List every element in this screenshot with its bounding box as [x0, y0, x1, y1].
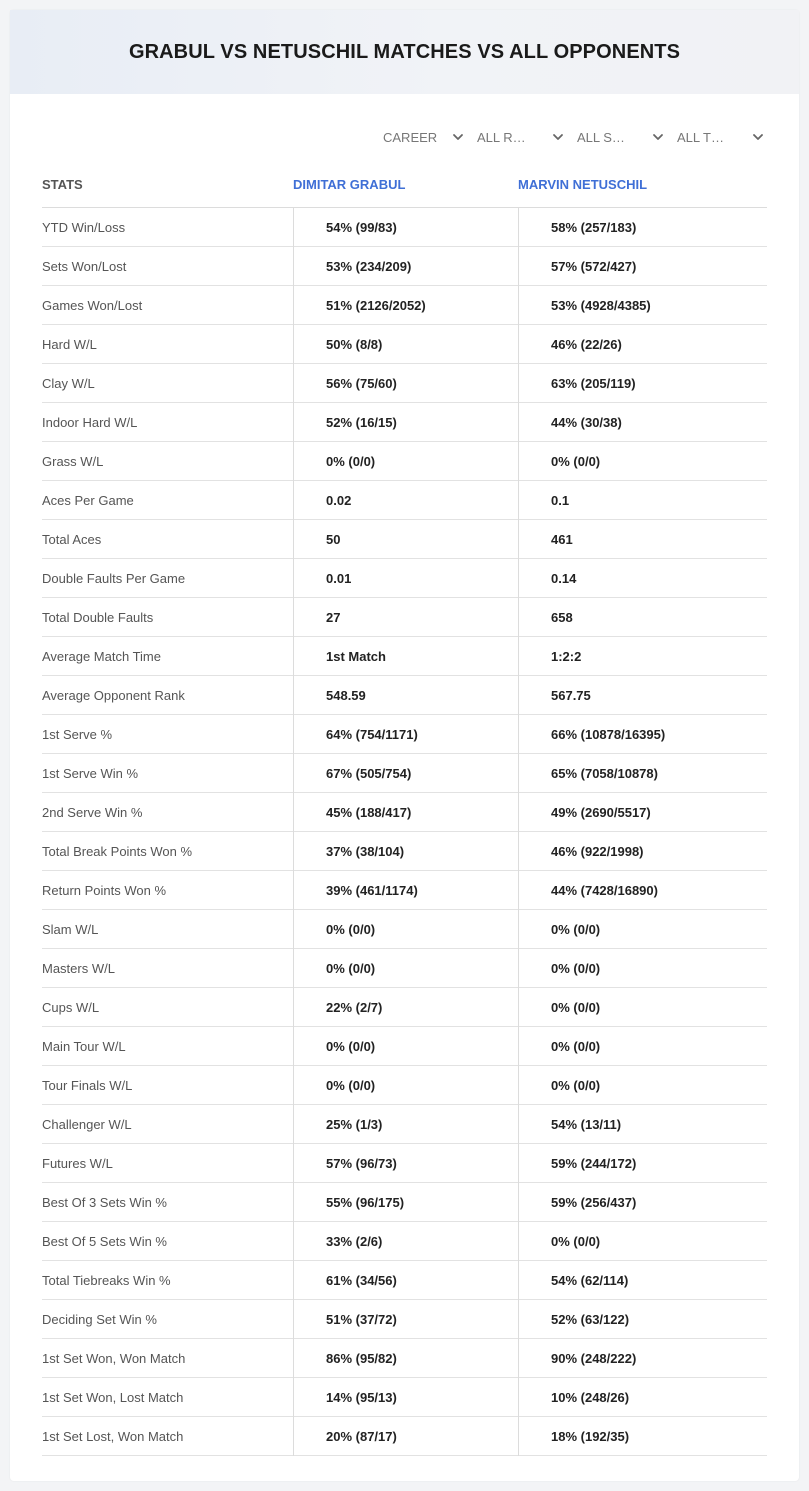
table-row — [42, 1222, 767, 1261]
table-row — [42, 208, 767, 247]
card-header — [10, 10, 799, 94]
chevron-down-icon — [751, 130, 765, 144]
player2-name-link[interactable]: MARVIN NETUSCHIL — [518, 177, 648, 192]
stat-label: Clay W/L — [42, 375, 95, 391]
table-row — [42, 520, 767, 559]
chevron-down-icon — [551, 130, 565, 144]
player1-stat-value: 53% (234/209) — [293, 247, 518, 286]
player1-stat-value: 37% (38/104) — [293, 832, 518, 871]
stat-label: YTD Win/Loss — [42, 219, 126, 235]
stat-label: Main Tour W/L — [42, 1038, 126, 1054]
stats-table-header — [42, 162, 767, 208]
stat-label: Double Faults Per Game — [42, 570, 186, 586]
player1-stat-value: 51% (2126/2052) — [293, 286, 518, 325]
player1-stat-value: 25% (1/3) — [293, 1105, 518, 1144]
player1-stat-value: 0% (0/0) — [293, 442, 518, 481]
player2-stat-value: 46% (22/26) — [518, 325, 767, 364]
stat-label: Tour Finals W/L — [42, 1077, 133, 1093]
table-row — [42, 988, 767, 1027]
table-row — [42, 793, 767, 832]
table-row — [42, 637, 767, 676]
stat-label: Return Points Won % — [42, 882, 167, 898]
player1-stat-value: 33% (2/6) — [293, 1222, 518, 1261]
player1-stat-value: 22% (2/7) — [293, 988, 518, 1027]
stat-label: Total Tiebreaks Win % — [42, 1272, 171, 1288]
player2-stat-value: 46% (922/1998) — [518, 832, 767, 871]
player2-stat-value: 53% (4928/4385) — [518, 286, 767, 325]
period-filter-dropdown[interactable] — [383, 126, 467, 148]
player2-stat-value: 0% (0/0) — [518, 1027, 767, 1066]
tournament-filter-dropdown[interactable] — [667, 126, 767, 148]
table-row — [42, 481, 767, 520]
player2-stat-value: 58% (257/183) — [518, 208, 767, 247]
page-title: GRABUL VS NETUSCHIL MATCHES VS ALL OPPONENTS — [128, 40, 681, 63]
player1-stat-value: 0.01 — [293, 559, 518, 598]
stat-label: Cups W/L — [42, 999, 100, 1015]
table-row — [42, 1105, 767, 1144]
table-row — [42, 715, 767, 754]
player2-stat-value: 63% (205/119) — [518, 364, 767, 403]
stat-label: Masters W/L — [42, 960, 115, 976]
player1-stat-value: 54% (99/83) — [293, 208, 518, 247]
stats-column-header: STATS — [42, 177, 83, 192]
table-row — [42, 754, 767, 793]
table-row — [42, 403, 767, 442]
player1-stat-value: 61% (34/56) — [293, 1261, 518, 1300]
stats-table — [42, 162, 767, 1456]
player1-stat-value: 14% (95/13) — [293, 1378, 518, 1417]
player2-stat-value: 57% (572/427) — [518, 247, 767, 286]
stat-label: Hard W/L — [42, 336, 97, 352]
player1-stat-value: 50% (8/8) — [293, 325, 518, 364]
player2-stat-value: 0.14 — [518, 559, 767, 598]
stat-label: Total Aces — [42, 531, 102, 547]
player1-stat-value: 0.02 — [293, 481, 518, 520]
table-row — [42, 559, 767, 598]
stat-label: Average Match Time — [42, 648, 161, 664]
player2-stat-value: 658 — [518, 598, 767, 637]
table-row — [42, 442, 767, 481]
table-row — [42, 247, 767, 286]
player1-stat-value: 20% (87/17) — [293, 1417, 518, 1456]
player1-stat-value: 0% (0/0) — [293, 1027, 518, 1066]
player2-stat-value: 0.1 — [518, 481, 767, 520]
player1-stat-value: 64% (754/1171) — [293, 715, 518, 754]
player2-stat-value: 461 — [518, 520, 767, 559]
player2-stat-value: 54% (13/11) — [518, 1105, 767, 1144]
chevron-down-icon — [451, 130, 465, 144]
table-row — [42, 871, 767, 910]
period-filter-label: CAREER — [383, 129, 438, 145]
player1-stat-value: 86% (95/82) — [293, 1339, 518, 1378]
player2-stat-value: 0% (0/0) — [518, 910, 767, 949]
player2-stat-value: 18% (192/35) — [518, 1417, 767, 1456]
stat-label: 1st Set Lost, Won Match — [42, 1428, 184, 1444]
stat-label: Slam W/L — [42, 921, 99, 937]
player2-stat-value: 0% (0/0) — [518, 442, 767, 481]
round-filter-dropdown[interactable] — [467, 126, 567, 148]
stat-label: Games Won/Lost — [42, 297, 143, 313]
player1-stat-value: 67% (505/754) — [293, 754, 518, 793]
table-row — [42, 286, 767, 325]
player1-stat-value: 50 — [293, 520, 518, 559]
player1-stat-value: 45% (188/417) — [293, 793, 518, 832]
table-row — [42, 364, 767, 403]
player2-stat-value: 44% (7428/16890) — [518, 871, 767, 910]
stats-rows — [42, 208, 767, 1456]
table-row — [42, 1417, 767, 1456]
stat-label: Total Break Points Won % — [42, 843, 193, 859]
table-row — [42, 1378, 767, 1417]
player1-stat-value: 55% (96/175) — [293, 1183, 518, 1222]
player1-stat-value: 27 — [293, 598, 518, 637]
player2-stat-value: 0% (0/0) — [518, 1222, 767, 1261]
stat-label: 2nd Serve Win % — [42, 804, 143, 820]
stat-label: Best Of 3 Sets Win % — [42, 1194, 167, 1210]
player1-stat-value: 0% (0/0) — [293, 910, 518, 949]
player2-stat-value: 44% (30/38) — [518, 403, 767, 442]
stat-label: 1st Set Won, Lost Match — [42, 1389, 184, 1405]
table-row — [42, 1339, 767, 1378]
round-filter-label: ALL R… — [477, 129, 526, 145]
table-row — [42, 1261, 767, 1300]
stat-label: Challenger W/L — [42, 1116, 132, 1132]
stat-label: Average Opponent Rank — [42, 687, 185, 703]
stat-label: Deciding Set Win % — [42, 1311, 157, 1327]
table-row — [42, 910, 767, 949]
surface-filter-dropdown[interactable] — [567, 126, 667, 148]
stats-card — [10, 10, 799, 1481]
table-row — [42, 1144, 767, 1183]
player1-stat-value: 39% (461/1174) — [293, 871, 518, 910]
stat-label: 1st Serve % — [42, 726, 113, 742]
surface-filter-label: ALL S… — [577, 129, 625, 145]
stat-label: Futures W/L — [42, 1155, 113, 1171]
player2-stat-value: 59% (256/437) — [518, 1183, 767, 1222]
stat-label: 1st Set Won, Won Match — [42, 1350, 186, 1366]
player2-stat-value: 65% (7058/10878) — [518, 754, 767, 793]
player1-name-link[interactable]: DIMITAR GRABUL — [293, 177, 406, 192]
stat-label: Total Double Faults — [42, 609, 154, 625]
table-row — [42, 1300, 767, 1339]
player1-stat-value: 57% (96/73) — [293, 1144, 518, 1183]
table-row — [42, 949, 767, 988]
player2-stat-value: 59% (244/172) — [518, 1144, 767, 1183]
player1-stat-value: 0% (0/0) — [293, 949, 518, 988]
player2-stat-value: 0% (0/0) — [518, 949, 767, 988]
player2-stat-value: 0% (0/0) — [518, 988, 767, 1027]
player2-stat-value: 0% (0/0) — [518, 1066, 767, 1105]
stat-label: 1st Serve Win % — [42, 765, 139, 781]
tournament-filter-label: ALL T… — [677, 129, 724, 145]
stat-label: Grass W/L — [42, 453, 104, 469]
table-row — [42, 325, 767, 364]
player1-stat-value: 1st Match — [293, 637, 518, 676]
player1-stat-value: 548.59 — [293, 676, 518, 715]
player1-stat-value: 0% (0/0) — [293, 1066, 518, 1105]
player1-stat-value: 52% (16/15) — [293, 403, 518, 442]
player2-stat-value: 49% (2690/5517) — [518, 793, 767, 832]
player2-stat-value: 54% (62/114) — [518, 1261, 767, 1300]
player2-stat-value: 90% (248/222) — [518, 1339, 767, 1378]
table-row — [42, 832, 767, 871]
stat-label: Indoor Hard W/L — [42, 414, 138, 430]
player2-stat-value: 52% (63/122) — [518, 1300, 767, 1339]
player2-stat-value: 567.75 — [518, 676, 767, 715]
stat-label: Best Of 5 Sets Win % — [42, 1233, 167, 1249]
table-row — [42, 1183, 767, 1222]
table-row — [42, 598, 767, 637]
table-row — [42, 676, 767, 715]
table-row — [42, 1066, 767, 1105]
player1-stat-value: 56% (75/60) — [293, 364, 518, 403]
player2-stat-value: 1:2:2 — [518, 637, 767, 676]
filter-bar — [383, 126, 767, 148]
player2-stat-value: 10% (248/26) — [518, 1378, 767, 1417]
table-row — [42, 1027, 767, 1066]
player1-stat-value: 51% (37/72) — [293, 1300, 518, 1339]
stat-label: Aces Per Game — [42, 492, 134, 508]
player2-stat-value: 66% (10878/16395) — [518, 715, 767, 754]
stat-label: Sets Won/Lost — [42, 258, 127, 274]
chevron-down-icon — [651, 130, 665, 144]
